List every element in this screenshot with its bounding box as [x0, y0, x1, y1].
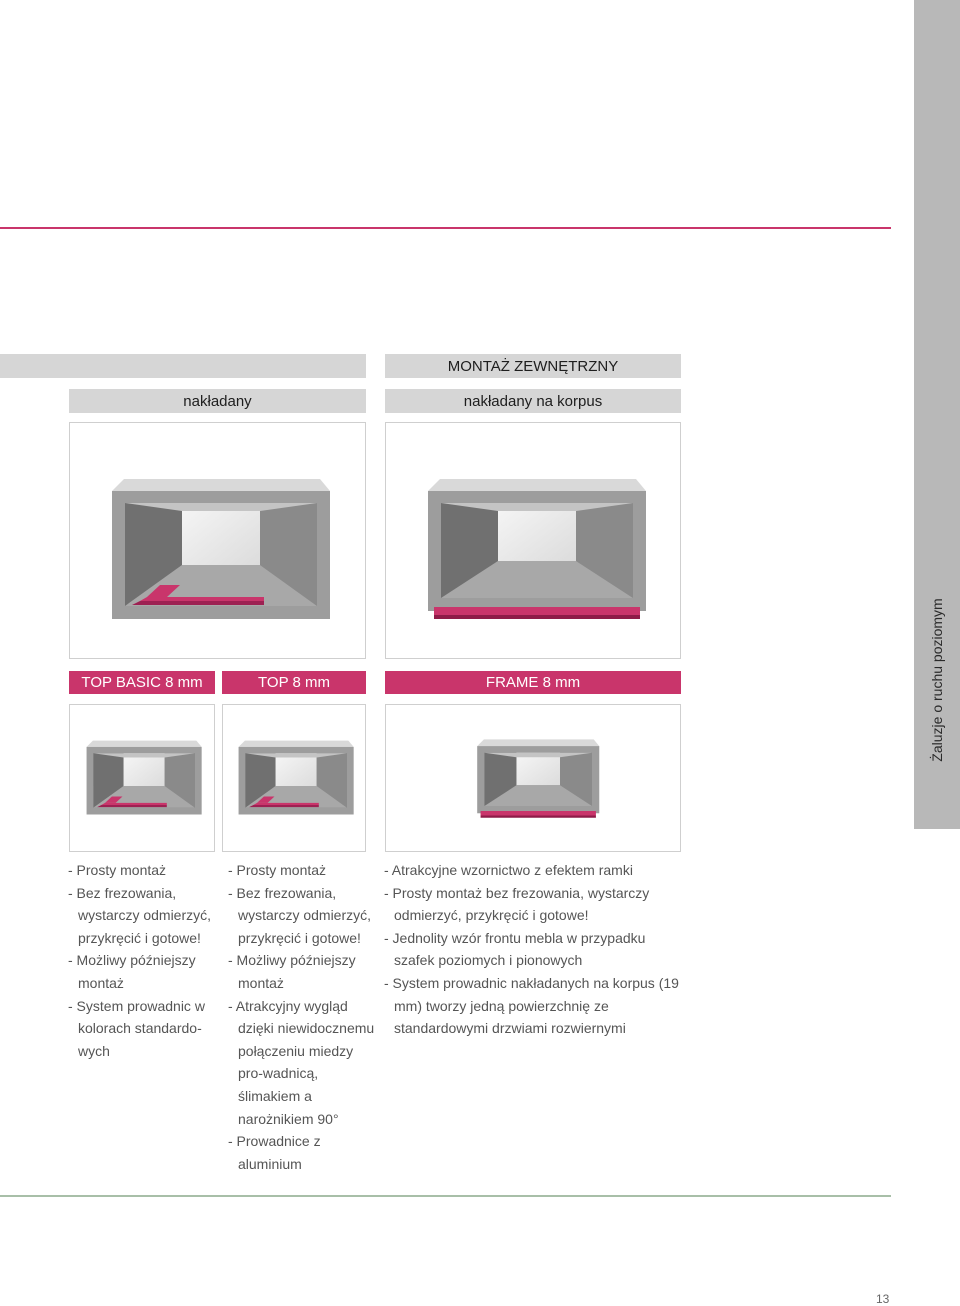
bottom-rule — [0, 1195, 891, 1197]
bullet: - Prowadnice z aluminium — [228, 1133, 321, 1172]
category-header-label: MONTAŻ ZEWNĘTRZNY — [447, 357, 619, 375]
illustration-small-frame — [385, 704, 681, 852]
bullet: - Prosty montaż bez frezowania, wystarczy odmierzyć, przykręcić i gotowe! — [384, 884, 650, 924]
product-label-text: FRAME 8 mm — [485, 674, 581, 691]
product-label-top-basic — [69, 671, 215, 694]
bullet: - Możliwy późniejszy montaż — [228, 952, 356, 991]
bullet: - Prosty montaż — [228, 862, 327, 878]
bullet: - System prowadnic nakładanych na korpus (19 mm) tworzy jedną powierzchnię ze standardowymi drzwiami rozwiernymi — [384, 974, 679, 1037]
top-accent-rule — [0, 227, 891, 229]
cabinet-illustration — [386, 705, 680, 851]
group-header-label: nakładany — [183, 392, 252, 410]
cabinet-illustration — [70, 423, 365, 658]
bullet: - System prowadnic w kolorach standardo-wych — [68, 997, 205, 1059]
description-top-basic — [68, 859, 214, 1062]
bullet: - Atrakcyjny wygląd dzięki niewidocznemu połączeniu miedzy pro-wadnicą, ślimakiem a narożnikiem 90° — [228, 997, 375, 1127]
product-label-text: TOP BASIC 8 mm — [81, 674, 203, 691]
cabinet-illustration — [386, 423, 680, 658]
description-frame — [384, 859, 684, 1040]
product-label-frame — [385, 671, 681, 694]
product-label-top — [222, 671, 366, 694]
bullet: - Jednolity wzór frontu mebla w przypadku szafek poziomych i pionowych — [384, 929, 646, 969]
bullet: - Atrakcyjne wzornictwo z efektem ramki — [384, 862, 633, 878]
cabinet-illustration — [70, 705, 214, 851]
description-top — [228, 859, 376, 1175]
product-label-text: TOP 8 mm — [258, 674, 330, 691]
illustration-large-nakladany — [69, 422, 366, 659]
group-header-nakladany-na-korpus — [385, 389, 681, 413]
group-header-nakladany — [69, 389, 366, 413]
side-chapter-label: Żaluzje o ruchu poziomym — [929, 598, 945, 762]
bullet: - Bez frezowania, wystarczy odmierzyć, przykręcić i gotowe! — [68, 884, 212, 946]
illustration-small-top — [222, 704, 366, 852]
category-bar-left — [0, 354, 366, 378]
group-header-label: nakładany na korpus — [463, 392, 603, 410]
bullet: - Możliwy późniejszy montaż — [68, 952, 196, 991]
cabinet-illustration — [223, 705, 365, 851]
page-number: 13 — [876, 1292, 890, 1306]
bullet: - Prosty montaż — [68, 862, 167, 878]
side-chapter-tab — [914, 0, 960, 829]
bullet: - Bez frezowania, wystarczy odmierzyć, przykręcić i gotowe! — [228, 884, 372, 946]
illustration-small-top-basic — [69, 704, 215, 852]
category-header — [385, 354, 681, 378]
illustration-large-frame — [385, 422, 681, 659]
